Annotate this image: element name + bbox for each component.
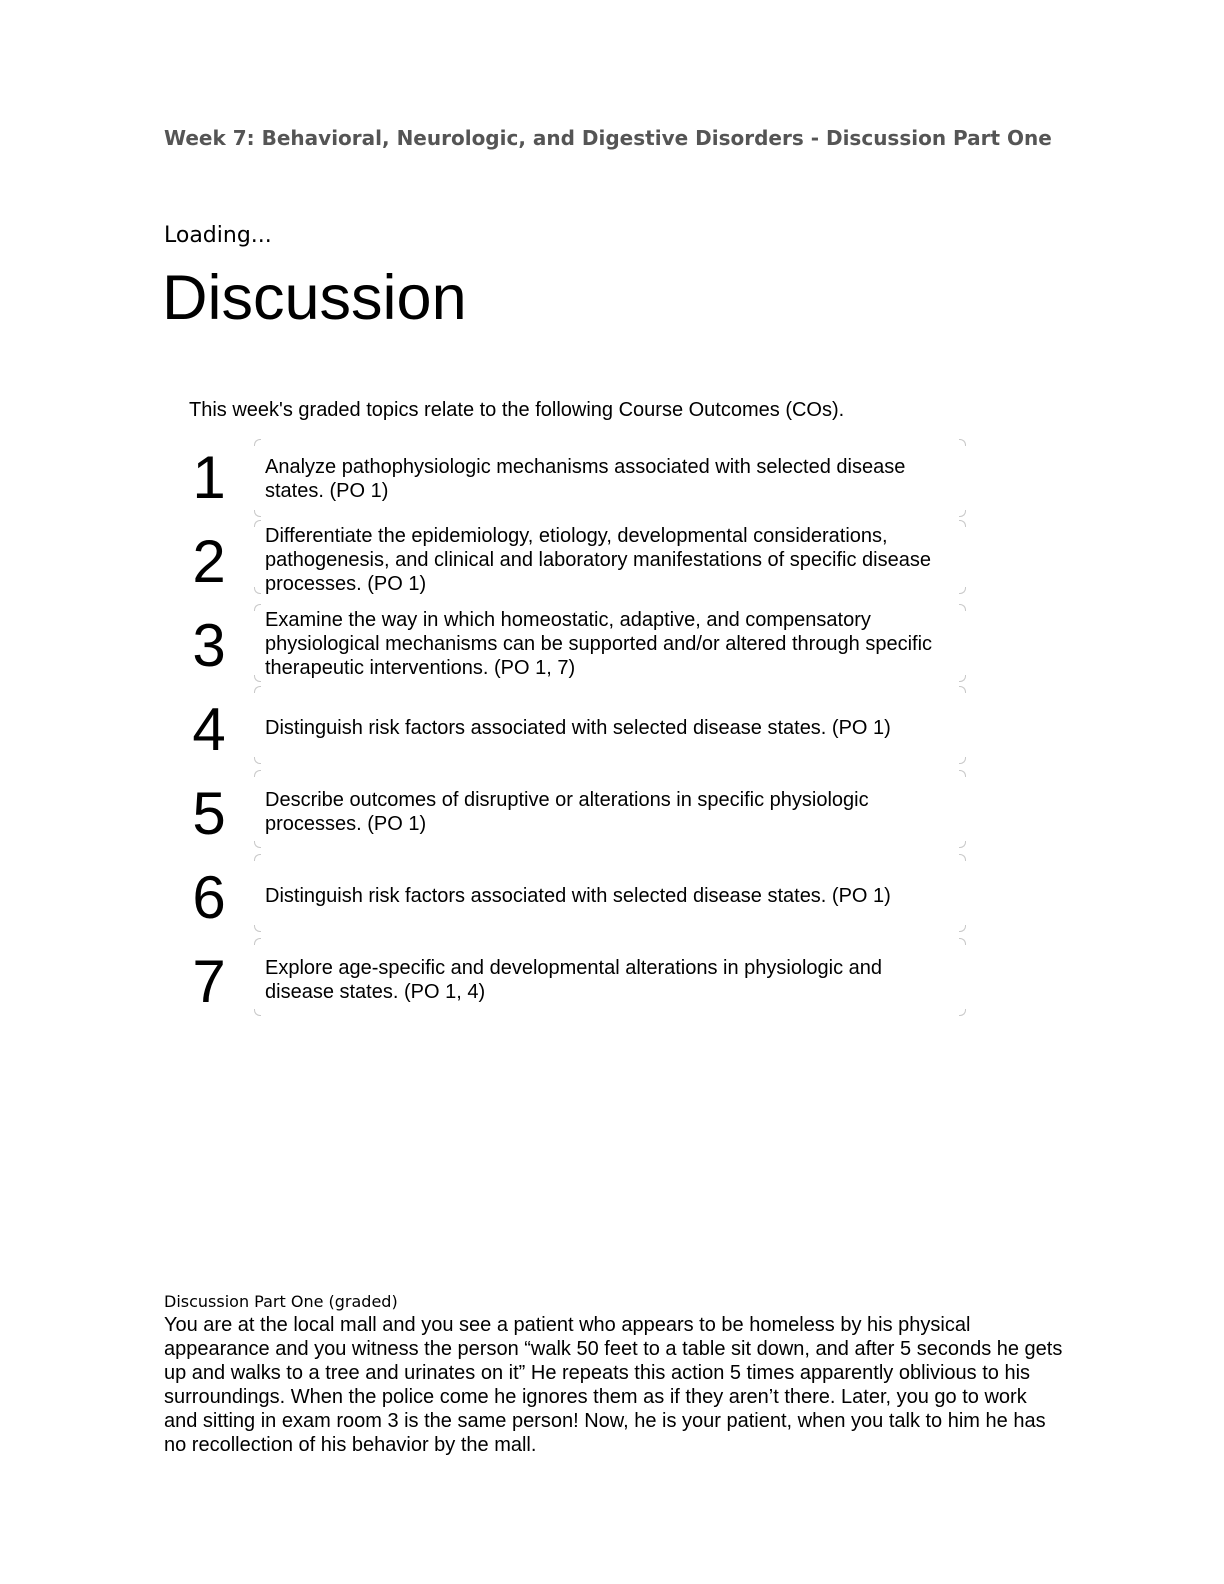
outcome-box	[254, 938, 966, 1016]
outcome-number: 5	[192, 780, 226, 847]
loading-indicator: Loading...	[164, 223, 272, 248]
outcome-box	[254, 770, 966, 848]
outcome-number: 1	[192, 444, 226, 511]
section-title: Discussion	[162, 263, 467, 333]
outcome-box	[254, 439, 966, 517]
outcome-number: 3	[192, 612, 226, 679]
outcomes-intro: This week's graded topics relate to the following Course Outcomes (COs).	[189, 399, 845, 421]
outcome-box	[254, 520, 966, 594]
outcome-box	[254, 604, 966, 682]
outcome-text: Examine the way in which homeostatic, adaptive, and compensatory physiological mechanisms can be supported and/or altered through specific therapeutic interventions. (PO 1, 7)	[265, 609, 933, 679]
outcome-number: 4	[192, 696, 226, 763]
outcome-number: 6	[192, 864, 226, 931]
discussion-part-label: Discussion Part One (graded)	[164, 1292, 398, 1311]
outcome-number: 7	[192, 948, 226, 1015]
discussion-scenario: You are at the local mall and you see a patient who appears to be homeless by his physical appearance and you witness the person “walk 50 feet to a table sit down, and after 5 seconds he gets up and walks to a tree and urinates on it” He repeats this action 5 times apparently oblivious to his surroundings. When the police come he ignores them as if they aren’t there. Later, you go to work and sitting in exam room 3 is the same person! Now, he is your patient, when you talk to him he has no recollection of his behavior by the mall.	[164, 1314, 1063, 1456]
outcome-text: Distinguish risk factors associated with selected disease states. (PO 1)	[265, 717, 891, 739]
outcome-text: Differentiate the epidemiology, etiology, developmental considerations, pathogenesis, and clinical and laboratory manifestations of specific disease processes. (PO 1)	[265, 525, 931, 595]
outcome-text: Explore age-specific and developmental alterations in physiologic and disease states. (PO 1, 4)	[265, 957, 883, 1003]
outcome-box	[254, 854, 966, 932]
outcome-number: 2	[192, 528, 226, 595]
outcome-text: Distinguish risk factors associated with selected disease states. (PO 1)	[265, 885, 891, 907]
outcome-text: Describe outcomes of disruptive or alterations in specific physiologic processes. (PO 1)	[265, 789, 869, 835]
outcome-box	[254, 686, 966, 764]
page-title: Week 7: Behavioral, Neurologic, and Digestive Disorders - Discussion Part One	[164, 126, 1052, 150]
outcome-text: Analyze pathophysiologic mechanisms associated with selected disease states. (PO 1)	[265, 456, 906, 502]
